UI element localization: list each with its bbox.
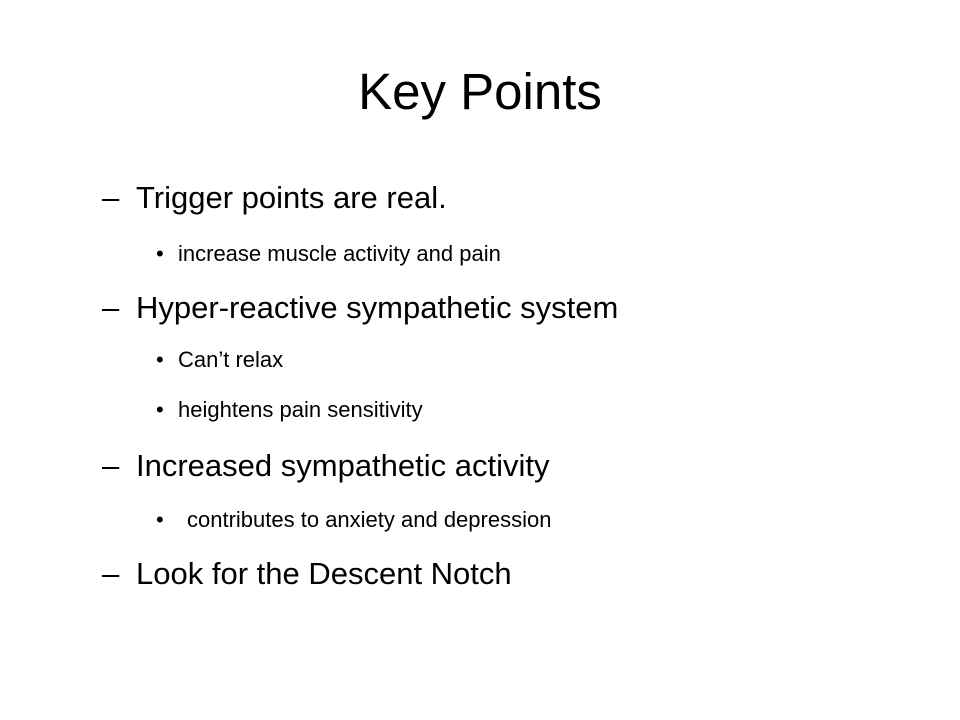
dash-marker: – [102,180,120,215]
bullet-item [102,290,618,326]
slide-title: Key Points [358,63,602,120]
sub-bullet-text: contributes to anxiety and depression [187,507,552,532]
sub-bullet-text: Can’t relax [178,347,284,372]
bullet-marker: • [156,397,164,422]
sub-bullet-text: heightens pain sensitivity [178,397,423,422]
bullet-text: Increased sympathetic activity [136,448,550,483]
sub-bullet-item [156,396,423,424]
sub-bullet-item [156,346,283,374]
sub-bullet-item [156,506,551,534]
bullet-text: Trigger points are real. [136,180,447,215]
bullet-item [102,448,550,484]
dash-marker: – [102,290,120,325]
dash-marker: – [102,556,120,591]
bullet-item [102,180,447,216]
bullet-text: Hyper-reactive sympathetic system [136,290,619,325]
bullet-item [102,556,512,592]
bullet-marker: • [156,241,164,266]
sub-bullet-text: increase muscle activity and pain [178,241,501,266]
bullet-marker: • [156,347,164,372]
dash-marker: – [102,448,120,483]
bullet-text: Look for the Descent Notch [136,556,512,591]
bullet-marker: • [156,507,164,532]
sub-bullet-item [156,240,501,268]
